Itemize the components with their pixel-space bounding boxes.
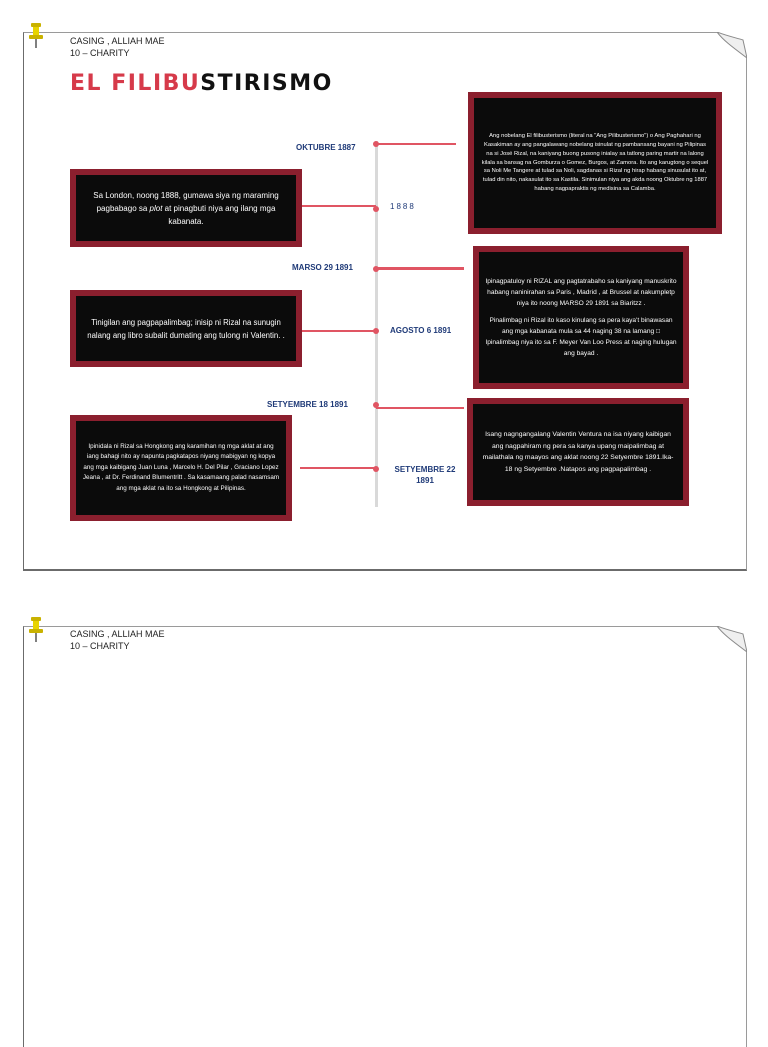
event-box-1888 bbox=[70, 169, 302, 247]
slide-page-1 bbox=[23, 32, 747, 571]
event-box-agosto-1891 bbox=[70, 290, 302, 367]
pushpin-icon bbox=[26, 615, 46, 643]
slide-page-2 bbox=[23, 626, 747, 1047]
date-setyembre-22-1891: SETYEMBRE 22 1891 bbox=[394, 465, 456, 485]
student-name: CASING , ALLIAH MAE bbox=[70, 629, 165, 639]
event-box-setyembre-22-1891 bbox=[70, 415, 292, 521]
date-1888: 1888 bbox=[390, 202, 416, 211]
page-curl-icon bbox=[717, 626, 747, 652]
connector-line bbox=[302, 330, 376, 332]
event-text: Isang nagngangalang Valentin Ventura na isa niyang kaibigan ang nagpahiram ng pera sa kanya upang maipalimbag at mailathala ng maayos ang aklat noong 22 Setyembre 1891.Ika-18 ng Setyembre .Natapos ang pagpapalimbag . bbox=[482, 431, 674, 473]
connector-line bbox=[300, 467, 376, 469]
event-box-oktubre-1887 bbox=[468, 92, 722, 234]
date-setyembre-18-1891: SETYEMBRE 18 1891 bbox=[267, 400, 348, 409]
title-part-black: STIRISMO bbox=[200, 71, 333, 96]
event-text: Ipinagpatuloy ni RIZAL ang pagtatrabaho sa kaniyang manuskrito habang naninirahan sa Paris , Madrid , at Brussel at nakumpletp niya ito noong MARSO 29 1891 sa Biaritzz . bbox=[485, 278, 677, 307]
event-text-emphasis: plot bbox=[149, 203, 163, 213]
title-part-red: EL FILIBU bbox=[70, 71, 201, 96]
student-section: 10 – CHARITY bbox=[70, 48, 130, 58]
connector-line bbox=[376, 267, 464, 270]
event-box-marso-1891 bbox=[473, 246, 689, 389]
date-oktubre-1887: OKTUBRE 1887 bbox=[296, 143, 356, 152]
connector-line bbox=[376, 143, 456, 145]
page-title bbox=[70, 71, 333, 96]
event-box-setyembre-18-1891 bbox=[467, 398, 689, 506]
event-text: Sa London, noong 1888, gumawa siya ng maraming pagbabago sa plot at pinagbuti niya ang ilang mga kabanata. bbox=[93, 190, 279, 226]
connector-line bbox=[376, 407, 464, 409]
student-name: CASING , ALLIAH MAE bbox=[70, 36, 165, 46]
event-text: Tinigilan ang pagpapalimbag; inisip ni Rizal na sunugin nalang ang libro subalit dumating ang tulong ni Valentin. . bbox=[87, 317, 285, 340]
date-marso-29-1891: MARSO 29 1891 bbox=[292, 263, 353, 272]
pushpin-icon bbox=[26, 21, 46, 49]
timeline-axis bbox=[375, 141, 378, 507]
date-agosto-6-1891: AGOSTO 6 1891 bbox=[390, 326, 452, 335]
event-text: Ang nobelang El filibusterismo (literal na "Ang Pilibusterismo") o Ang Paghahari ng Kasakiman ay ang pangalawang nobelang isinulat ng pambansang bayani ng Pilipinas na si José Rizal, na kaniyang buong pusong inialay sa tatlong paring martir na lalong kilala sa bansag na Gomburza o Gomez, Burgos, at Zamora. Ito ang karugtong o sequel sa Noli Me Tangere at tulad sa Noli, sagdanas si Rizal ng hirap habang sinusulat ito at, tulad din nito, nakasulat ito sa Kastila. Sinimulan niya ang akda noong Oktubre ng 1887 habang nagpapraktis ng medisina sa Calamba. bbox=[481, 133, 709, 192]
page-curl-icon bbox=[717, 32, 747, 58]
event-text: Ipinidala ni Rizal sa Hongkong ang karamihan ng mga aklat at ang iang bahagi nito ay napunta pagkatapos niyang mabigyan ng kopya ang mga kaibigang Juan Luna , Marcelo H. Del Pilar , Graciano Lopez Jeana , at Dr. Ferdinand Blumentritt . Sa kasamaang palad nasamsam ang mga aklat na ito sa Hongkong at Pilipinas. bbox=[82, 442, 280, 492]
student-section: 10 – CHARITY bbox=[70, 641, 130, 651]
event-text: Pinalimbag ni Rizal ito kaso kinulang sa pera kaya't binawasan ang mga kabanata mula sa 44 naging 38 na lamang □ Ipinalimbag niya ito sa F. Meyer Van Loo Press at naging hulugan ang bayad . bbox=[485, 317, 677, 357]
connector-line bbox=[302, 205, 376, 207]
